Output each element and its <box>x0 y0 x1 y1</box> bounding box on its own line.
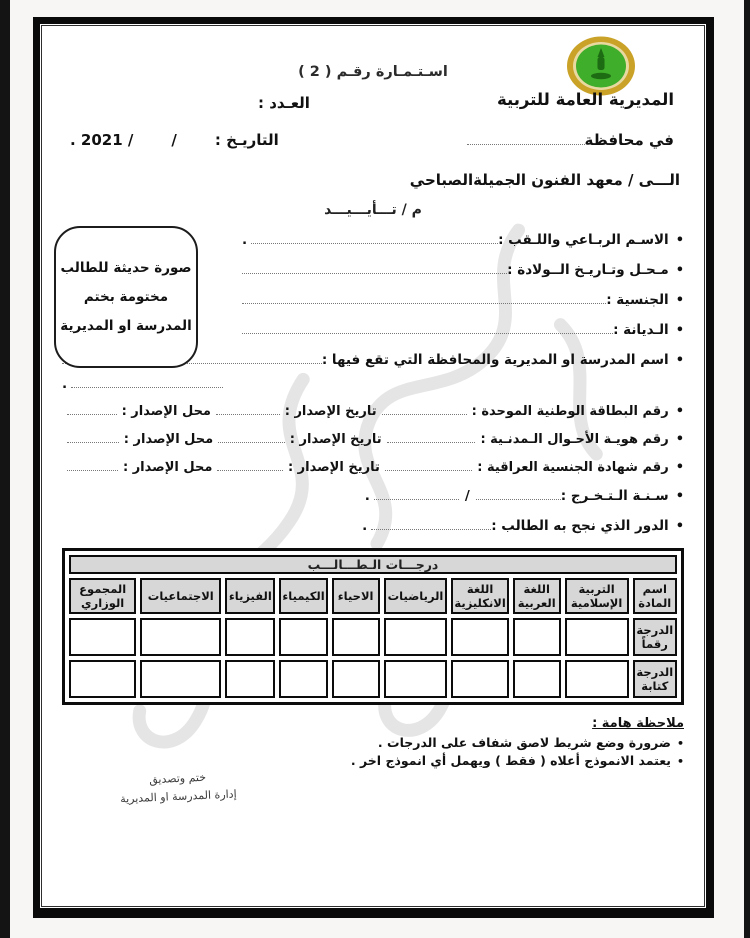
date-day-separator: / <box>171 131 177 149</box>
note-item-tape <box>62 735 684 750</box>
student-photo-box <box>54 226 198 368</box>
pass-round-field: • الدور الذي نجح به الطالب : . <box>362 518 684 534</box>
school-name-blank-line-2 <box>71 386 223 388</box>
note-item-form-only-text: يعتمد الانموذج أعلاه ( فقط ) ويهمل أي انموذج اخر . <box>350 753 671 768</box>
column-header-arabic: اللغة العربية <box>513 578 561 614</box>
grade-cell-empty <box>69 618 136 656</box>
bullet-icon: • <box>676 755 684 768</box>
stamp-certification-area <box>97 767 258 809</box>
stamp-line2: إدارة المدرسة او المديرية <box>119 787 237 806</box>
birth-label: مـحـل وتـاريـخ الــولادة : <box>507 262 669 278</box>
civil-id-label: رقم هويـة الأحـوال الـمدنـية : <box>480 432 669 447</box>
column-header-ministerial-total: المجموع الوزاري <box>69 578 136 614</box>
column-header-subject: اسم المادة <box>633 578 677 614</box>
directorate-title: المديرية العامة للتربية <box>496 90 674 109</box>
date-row <box>70 131 279 149</box>
religion-label: الـديانة : <box>613 322 669 338</box>
pass-round-label: الدور الذي نجح به الطالب : <box>491 518 669 534</box>
grade-cell-empty <box>69 660 136 698</box>
graduation-year-blank-line-2 <box>374 498 459 500</box>
photo-box-line1: صورة حديثة للطالب <box>60 260 192 276</box>
religion-blank-line <box>242 332 613 334</box>
issue-date-label: تاريخ الإصدار : <box>289 432 382 447</box>
national-card-label: رقم البطاقة الوطنية الموحدة : <box>471 404 669 419</box>
bullet-icon: • <box>675 460 684 475</box>
issue-date-blank-line <box>216 413 280 415</box>
grade-cell-empty <box>332 660 380 698</box>
date-year: / 2021 . <box>70 131 134 149</box>
column-header-math: الرياضيات <box>384 578 448 614</box>
issue-place-label: محل الإصدار : <box>123 432 214 447</box>
issue-date-blank-line <box>218 441 285 443</box>
grade-cell-empty <box>451 618 508 656</box>
full-name-blank-line <box>251 242 498 244</box>
note-item-form-only <box>62 753 684 768</box>
addressee-line: الـــى / معهد الفنون الجميلةالصباحي <box>409 171 680 189</box>
graduation-year-separator: / <box>464 488 470 504</box>
bullet-icon: • <box>675 323 684 338</box>
graduation-year-label: سـنـة الـتـخـرج : <box>560 488 669 504</box>
pass-round-blank-line <box>371 528 491 530</box>
full-name-label: الاسـم الربـاعي واللـقب : <box>498 232 669 248</box>
bullet-icon: • <box>675 233 684 248</box>
bullet-icon: • <box>675 404 684 419</box>
grades-table-title: درجـــات الـطـــالـــب <box>69 555 677 574</box>
important-notes <box>62 716 684 768</box>
stamp-line1: ختم وتصديق <box>148 770 207 787</box>
grade-cell-empty <box>279 618 327 656</box>
column-header-social-studies: الاجتماعيات <box>140 578 221 614</box>
grade-cell-empty <box>140 618 221 656</box>
national-card-field <box>62 404 684 419</box>
issue-date-label: تاريخ الإصدار : <box>287 460 380 475</box>
bullet-icon: • <box>675 353 684 368</box>
note-item-tape-text: ضرورة وضع شريط لاصق شفاف على الدرجات . <box>377 735 671 750</box>
bullet-icon: • <box>675 519 684 534</box>
grade-cell-empty <box>332 618 380 656</box>
issue-place-blank-line <box>67 469 118 471</box>
row-label-grade-written: الدرجة كتابة <box>633 660 677 698</box>
citizenship-cert-label: رقم شهادة الجنسية العراقية : <box>477 460 669 475</box>
birth-blank-line <box>242 272 507 274</box>
nationality-label: الجنسية : <box>606 292 669 308</box>
bullet-icon: • <box>676 737 684 750</box>
full-name-field: • الاسـم الربـاعي واللـقب : . <box>242 232 684 248</box>
form-border-frame <box>33 17 714 918</box>
scan-edge-right <box>744 0 750 938</box>
graduation-year-blank-line-1 <box>476 498 561 500</box>
issue-place-blank-line <box>67 413 117 415</box>
graduation-year-field: • سـنـة الـتـخـرج : / . <box>364 488 684 504</box>
citizenship-cert-blank-line <box>385 469 472 471</box>
issue-date-blank-line <box>217 469 283 471</box>
citizenship-cert-field <box>62 460 684 475</box>
column-header-islamic-education: التربية الإسلامية <box>565 578 629 614</box>
grade-cell-empty <box>565 618 629 656</box>
document-number-label: العـدد : <box>258 94 310 112</box>
column-header-english: اللغة الانكليزية <box>451 578 508 614</box>
column-header-biology: الاحياء <box>332 578 380 614</box>
bullet-icon: • <box>675 432 684 447</box>
bullet-icon: • <box>675 489 684 504</box>
column-header-physics: الفيزياء <box>225 578 275 614</box>
grade-cell-empty <box>279 660 327 698</box>
photo-box-line2: مختومة بختم <box>83 289 169 305</box>
grades-table <box>62 548 684 705</box>
issue-place-blank-line <box>67 441 119 443</box>
form-inner-frame <box>41 25 705 907</box>
grade-cell-empty <box>451 660 508 698</box>
issue-place-label: محل الإصدار : <box>121 404 211 419</box>
form-header <box>62 32 684 165</box>
governorate-label: في محافظة <box>584 131 674 149</box>
column-header-chemistry: الكيمياء <box>279 578 327 614</box>
row-label-grade-numeric: الدرجة رقماً <box>633 618 677 656</box>
notes-title: ملاحظة هامة : <box>592 716 684 731</box>
issue-place-label: محل الإصدار : <box>122 460 213 475</box>
grade-cell-empty <box>384 618 448 656</box>
governorate-blank-line <box>467 143 585 145</box>
photo-box-line3: المدرسة او المديرية <box>60 318 192 334</box>
grade-cell-empty <box>513 660 561 698</box>
bullet-icon: • <box>675 293 684 308</box>
grade-cell-empty <box>140 660 221 698</box>
school-name-continuation: . <box>62 376 684 392</box>
date-label: التاريـخ : <box>214 131 279 149</box>
nationality-blank-line <box>242 302 606 304</box>
grades-table-grid <box>69 578 677 698</box>
grade-cell-empty <box>225 618 275 656</box>
grade-cell-empty <box>384 660 448 698</box>
school-name-label: اسم المدرسة او المديرية والمحافظة التي تقع فيها : <box>321 352 669 368</box>
grade-cell-empty <box>225 660 275 698</box>
bullet-icon: • <box>675 263 684 278</box>
grade-cell-empty <box>513 618 561 656</box>
civil-id-field <box>62 432 684 447</box>
scan-edge-left <box>0 0 10 938</box>
issue-date-label: تاريخ الإصدار : <box>284 404 377 419</box>
form-number-title: اسـتـمـارة رقـم ( 2 ) <box>298 64 448 80</box>
civil-id-blank-line <box>387 441 476 443</box>
governorate-row <box>467 131 674 149</box>
national-card-blank-line <box>382 413 467 415</box>
grade-cell-empty <box>565 660 629 698</box>
subject-line: م / تـــأيـــيـــد <box>324 202 422 218</box>
